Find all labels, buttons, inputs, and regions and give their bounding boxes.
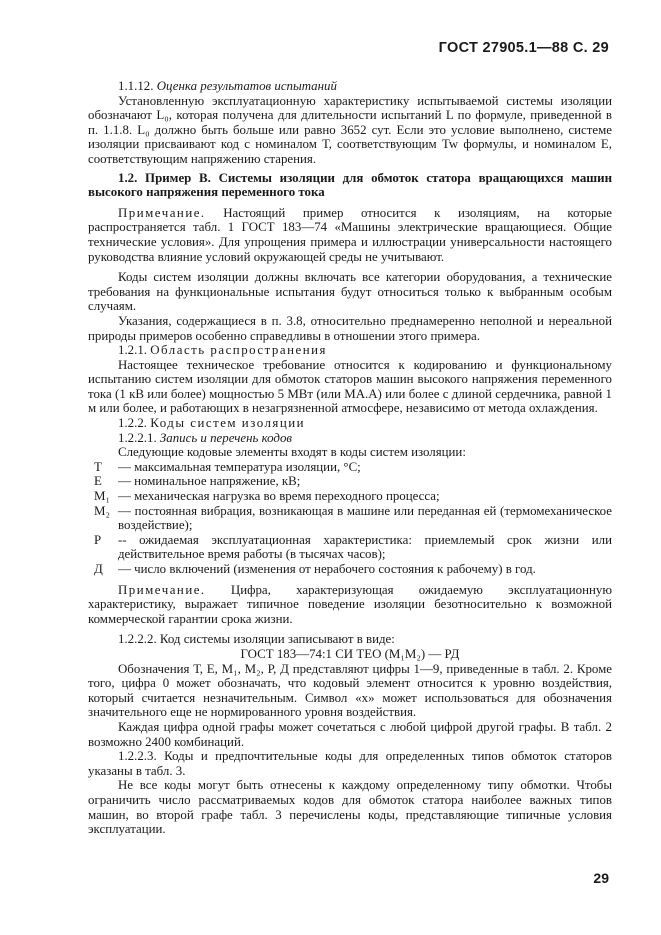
paragraph: Коды систем изоляции должны включать все категории оборудования, а технические требования на функциональные испытания будут относиться только к выбранным особым случаям. xyxy=(88,270,612,314)
list-item: Т — максимальная температура изоляции, °С; xyxy=(94,459,361,474)
page-number: 29 xyxy=(593,870,609,886)
heading-number: 1.2.2. xyxy=(118,416,148,431)
paragraph: Каждая цифра одной графы может сочетаться с любой цифрой другой графы. В табл. 2 возможно 2400 комбинаций. xyxy=(88,719,612,749)
heading-number: 1.2.2.1. xyxy=(118,430,157,445)
note xyxy=(88,206,612,264)
paragraph: Настоящее техническое требование относится к кодированию и функциональному испытанию систем изоляции для обмоток статоров машин высокого напряжения переменного тока (1 кВ или более) мощностью 5 МВт (или МА.А) или более с длиной сердечника, равной 1 м или более, и работающих в незагрязненной атмосфере, независимо от метода охлаждения. xyxy=(88,357,612,416)
heading-title: Коды систем изоляции xyxy=(150,416,306,431)
paragraph: 1.2.2.2. Код системы изоляции записывают в виде: xyxy=(118,632,395,647)
section-1-1-12-heading xyxy=(88,79,612,94)
code-element-list xyxy=(88,460,612,577)
heading-title: Область распространения xyxy=(150,343,327,358)
heading-number: 1.2.1. xyxy=(118,343,148,358)
note-label: Примечание. xyxy=(118,582,206,597)
note-text: Настоящий пример относится к изоляциям, на которые распространяется табл. 1 ГОСТ 183—74 «Машины электрические вращающиеся. Общие технические условия». Для упрощения примера и иллюстрации универсальности настоящего руководства влияние условий окружающей среды не учитывают. xyxy=(88,205,612,264)
list-item: Д — число включений (изменения от нерабочего состояния к рабочему) в год. xyxy=(94,562,536,576)
section-1-2-2-1-heading xyxy=(88,431,612,446)
list-item: Е — номинальное напряжение, кВ; xyxy=(94,474,301,489)
section-1-2-heading: 1.2. Пример В. Системы изоляции для обмоток статора вращающихся машин высокого напряжения переменного тока xyxy=(88,170,612,200)
paragraph: Следующие кодовые элементы входят в коды систем изоляции: xyxy=(118,445,466,460)
body-text xyxy=(88,79,612,837)
paragraph: 1.2.2.3. Коды и предпочтительные коды для определенных типов обмоток статоров указаны в табл. 3. xyxy=(88,749,612,778)
heading-title: Запись и перечень кодов xyxy=(159,430,292,445)
paragraph: Не все коды могут быть отнесены к каждому определенному типу обмотки. Чтобы ограничить число рассматриваемых кодов для обмоток статора наиболее важных типов машин, во второй графе табл. 3 перечислены коды, представляющие типичные условия эксплуатации. xyxy=(88,778,612,837)
section-1-2-2-heading xyxy=(88,416,612,431)
paragraph: Указания, содержащиеся в п. 3.8, относительно преднамеренно неполной и нереальной природы примеров особенно справедливы в отношении этого примера. xyxy=(88,313,612,343)
paragraph: Обозначения Т, Е, M₁, M₂, Р, Д представляют цифры 1—9, приведенные в табл. 2. Кроме того, цифра 0 может обозначать, что кодовый элемент относится к уровню воздействия, который считается незначительным. Символ «х» может использоваться для обозначения значительного еще не нормированного уровня воздействия. xyxy=(88,661,612,720)
paragraph: Установленную эксплуатационную характеристику испытываемой системы изоляции обозначают L₀, которая получена для длительности испытаний L по формуле, приведенной в п. 1.1.8. L₀ должно быть больше или равно 3652 сут. Если это условие выполнено, системе изоляции присваивают код с номиналом Т, соответствующим Tw формулы, и номиналом Е, соответствующим напряжению старения. xyxy=(88,93,612,166)
note xyxy=(88,583,612,627)
note-label: Примечание. xyxy=(118,205,206,220)
list-item: Р -- ожидаемая эксплуатационная характеристика: приемлемый срок жизни или действительное время работы (в тысячах часов); xyxy=(94,532,612,562)
page-header: ГОСТ 27905.1—88 С. 29 xyxy=(438,40,609,56)
list-item: M₂ — постоянная вибрация, возникающая в машине или переданная ей (термомеханическое воздействие); xyxy=(94,503,612,533)
note-text: Цифра, характеризующая ожидаемую эксплуатационную характеристику, выражает типичное поведение изоляции безотносительно к возможной коммерческой гарантии срока жизни. xyxy=(88,582,612,626)
code-formula: ГОСТ 183—74:1 СИ ТЕО (M₁M₂) — РД xyxy=(240,646,460,661)
heading-number: 1.1.12. xyxy=(118,79,154,93)
heading-title: Оценка результатов испытаний xyxy=(156,79,337,93)
list-item: M₁ — механическая нагрузка во время переходного процесса; xyxy=(94,489,440,504)
section-1-2-1-heading xyxy=(88,343,612,358)
